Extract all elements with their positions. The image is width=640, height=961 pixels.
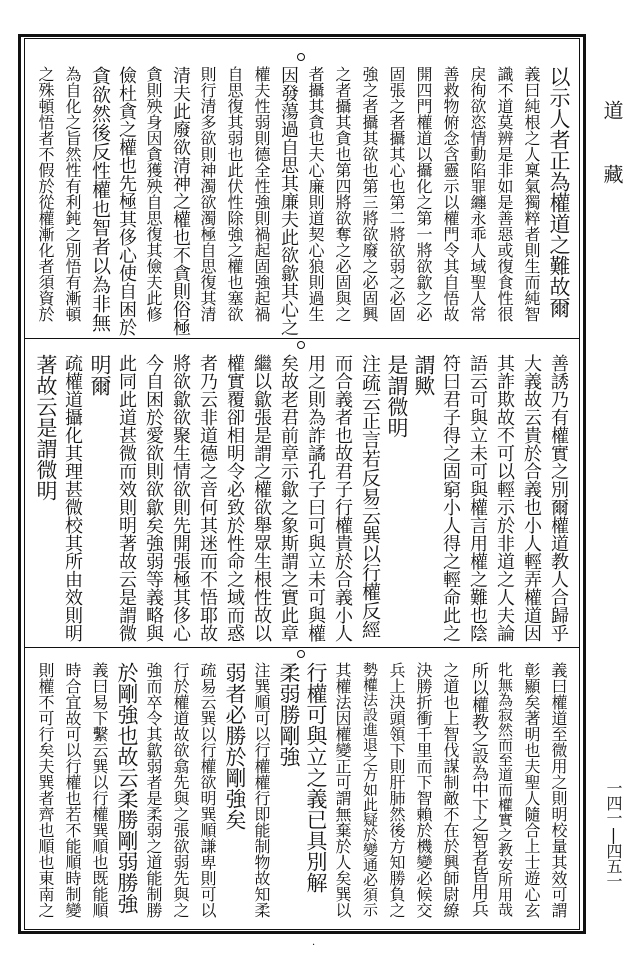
text-column: 今自困於愛欲則欲歙矣強弱等義略與 — [143, 354, 164, 642]
text-column: 戾徇欲恣情動陷罪纏永乖人域聖人常 — [468, 66, 487, 322]
text-column: 繼以歙張是謂之權欲舉眾生根性故以 — [251, 354, 272, 642]
text-column: 弱者必勝於剛強矣 — [223, 662, 247, 830]
text-column: 時合宜故可以行權也若不能順時制變 — [63, 662, 82, 918]
text-column: 貪欲然後反性權也智者以為非無 — [89, 66, 111, 332]
text-column: 其詐欺故不可以輕示於非道之人夫論 — [494, 354, 515, 642]
footer-mark: · — [312, 940, 316, 951]
text-column: 善誘乃有權實之別爾權道教人合歸乎 — [548, 354, 569, 642]
panel-divider-1 — [24, 338, 580, 339]
text-column: 清夫此廢欲清神之權也不貪則俗極 — [170, 66, 191, 336]
text-column: 則權不可行矣夫巽者齊也順也東南之 — [36, 662, 55, 918]
collection-title-part2: 藏 — [600, 164, 624, 188]
text-column: 之殊頓悟者不假於從權漸化者須資於 — [36, 66, 55, 322]
text-column: 則行清多欲則神濁欲濁極自思復其清 — [198, 66, 217, 322]
text-column: 善救物俯念含靈示以權門令其自悟故 — [441, 66, 460, 322]
text-column: 而合義者也故君子行權貴於合義小人 — [332, 354, 353, 642]
text-column: 此同此道甚微而效則明著故云是謂微 — [116, 354, 137, 642]
text-column: 因發蕩過自思其廉夫此欲歙其心之 — [278, 66, 299, 336]
text-column: 疏易云巽以行權欲明巽順謙卑則可以 — [198, 662, 217, 918]
text-panel-middle — [28, 354, 576, 644]
page-number: 一四一|四五一 — [604, 780, 623, 888]
collection-title — [598, 100, 627, 188]
text-column: 將欲歙欲聚生情欲則先開張極其侈心 — [170, 354, 191, 642]
text-column: 強而卒令其歙弱者是柔弱之道能制勝 — [144, 662, 163, 918]
text-column: 所以權教之設為中下之智者皆用兵 — [468, 662, 488, 917]
text-column: 大義故云貴於合義也小人輕弄權道因 — [521, 354, 542, 642]
text-column: 義曰純根之人稟氣獨粹者則生而純智 — [522, 66, 541, 322]
text-column: 柔弱勝剛強 — [277, 662, 301, 767]
text-column: 強之者攝其欲也第三將欲廢之必固興 — [360, 66, 379, 322]
text-column: 符曰君子得之固窮小人得之輕命此之 — [440, 354, 461, 642]
text-column: 用之則為詐譎孔子曰可與立未可與權 — [305, 354, 326, 642]
text-column: 開四門權道以攝化之第一將欲歙之必 — [414, 66, 433, 322]
text-panel-bottom — [28, 662, 576, 930]
panel-divider-2 — [24, 647, 580, 648]
text-panel-top — [28, 66, 576, 336]
text-column: 貪則殃身因貪獲殃自思復其儉夫此修 — [144, 66, 163, 322]
text-column: 儉杜貪之權也先極其侈心使自困於 — [116, 66, 137, 336]
text-column: 之者攝其貪也第四將欲奪之必固與之 — [333, 66, 352, 322]
binding-hole-marker — [297, 341, 305, 349]
text-column: 彰顯矣著明也夫聖人隨合上士遊心玄 — [522, 662, 541, 918]
text-column: 疏權道攝化其理甚微校其所由效則明 — [62, 354, 83, 642]
text-column: 明爾 — [88, 354, 112, 396]
text-column: 固張之者攝其心也第二將欲弱之必固 — [387, 66, 406, 322]
text-column: 謂歟 — [412, 354, 436, 396]
text-column: 為自化之旨然性有利鈍之別悟有漸頓 — [63, 66, 82, 322]
text-column: 注巽順可以行權權行即能制物故知柔 — [252, 662, 271, 918]
collection-title-part1: 道 — [600, 100, 624, 124]
text-column: 語云可與立未可與權言用權之難也陰 — [467, 354, 488, 642]
text-column: 義曰易下繫云巽以行權巽順也既能順 — [90, 662, 109, 918]
text-column: 行權可與立之義已具別解 — [304, 662, 328, 893]
text-column: 於剛強也故云柔勝剛弱勝強 — [115, 662, 139, 914]
text-column: 勢權法設進退之方如此疑於變通必須示 — [361, 662, 379, 917]
binding-hole-marker — [297, 650, 305, 658]
text-column: 決勝折衝千里而下智賴於機變必候交 — [414, 662, 433, 918]
text-column: 是謂微明 — [385, 354, 409, 438]
text-column: 者乃云非道德之音何其迷而不悟耶故 — [197, 354, 218, 642]
binding-hole-marker — [297, 53, 305, 61]
text-column: 其權法因權變正可謂無棄於人矣巽以 — [333, 662, 352, 918]
text-column: 者攝其貪也夫心廉則道契心狼則過生 — [306, 66, 325, 322]
text-column: 義曰權道至微用之則明校量其效可謂 — [549, 662, 568, 918]
text-column: 自思復其弱也此伏性除強之權也塞欲 — [225, 66, 244, 322]
text-column: 權實覆卻相明令必致於性命之域而惑 — [224, 354, 245, 642]
text-column: 矣故老君前章示歙之象斯謂之實此章 — [278, 354, 299, 642]
text-column: 牝無為寂然而至道而權實之教安所用哉 — [496, 662, 514, 917]
text-column: 識不道莫辨是非如是善惡或復食性很 — [495, 66, 514, 322]
text-column: 行於權道故欲翕先與之張欲弱先與之 — [171, 662, 190, 918]
text-column: 著故云是謂微明 — [34, 354, 58, 501]
text-column: 以示人者正為權道之難故爾 — [547, 66, 571, 318]
text-column: 之道也上智伐謀制敵不在於興師尉繚 — [441, 662, 460, 918]
text-column: 兵上決頭領下則肝肺然後方知勝負之 — [387, 662, 406, 918]
text-column: 權夫性弱則德全性強則禍起固強起禍 — [252, 66, 271, 322]
text-column: 注疏云正言若反易云巽以行權反經 — [359, 354, 381, 639]
